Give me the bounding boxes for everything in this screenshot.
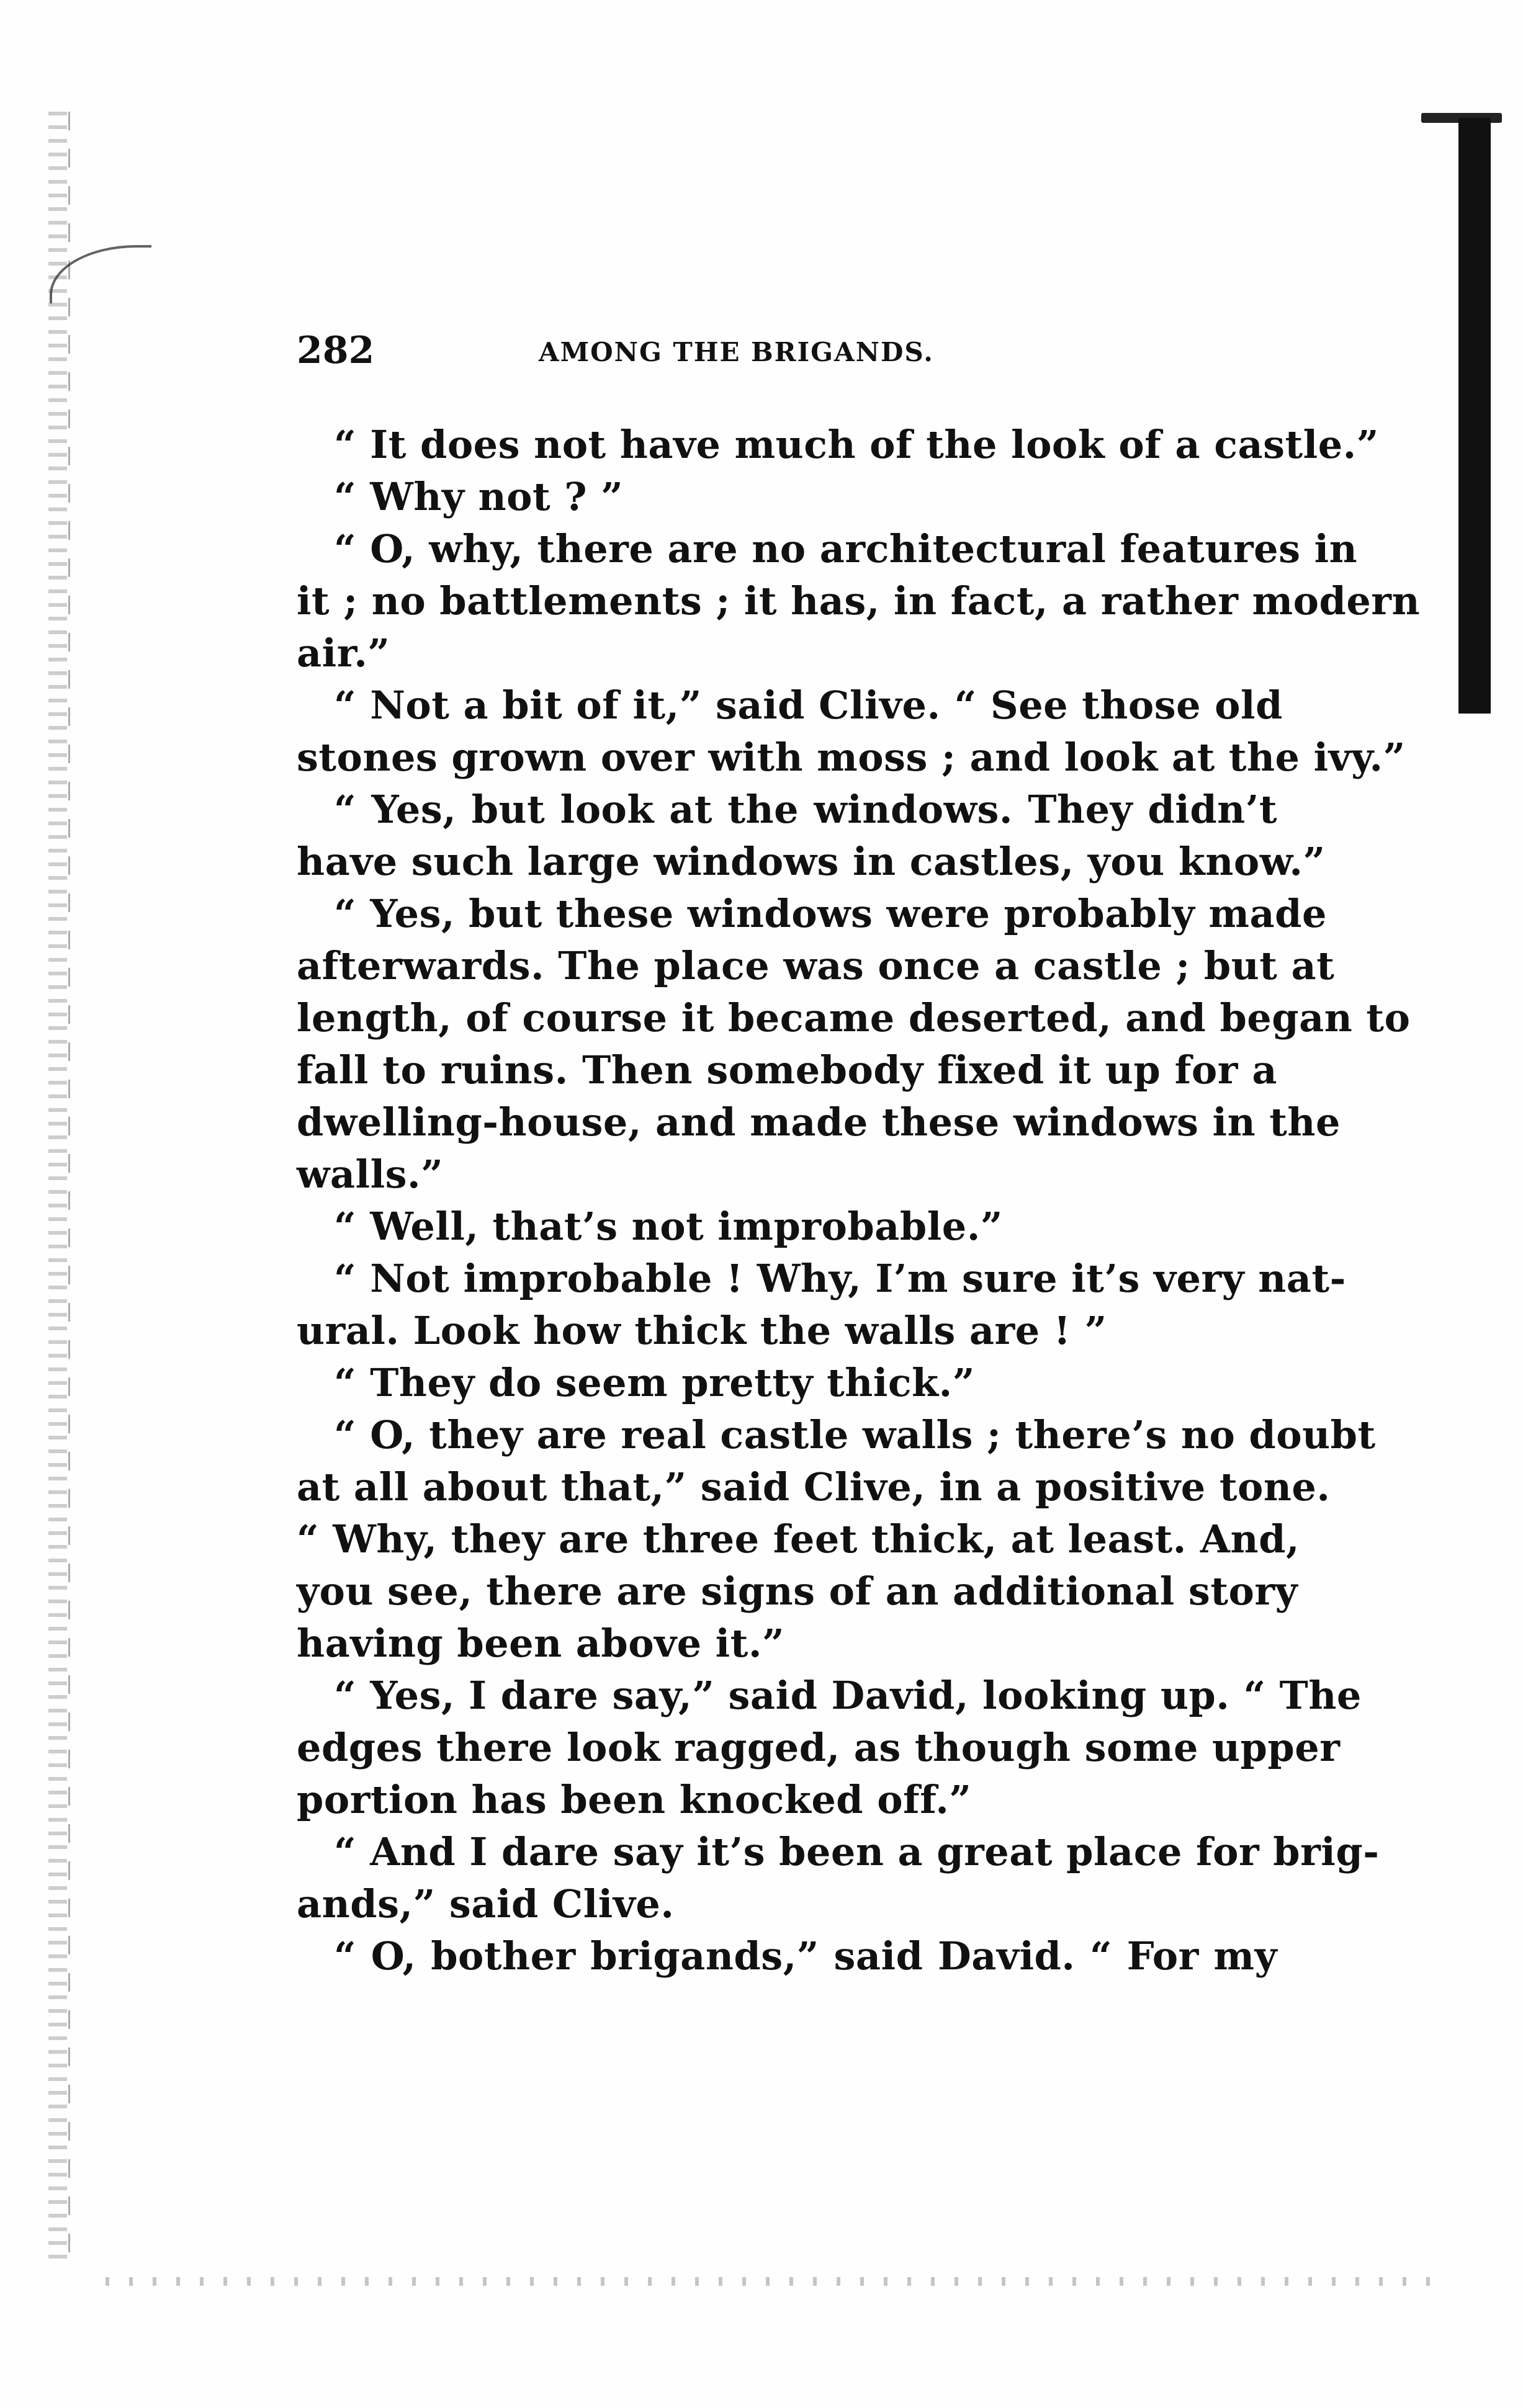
text-line: “ It does not have much of the look of a castle.” <box>334 422 1379 467</box>
scan-bottom-specks <box>106 2277 1440 2286</box>
text-line: at all about that,” said Clive, in a positive tone. <box>297 1464 1331 1510</box>
text-line: “ And I dare say it’s been a great place for brig- <box>334 1829 1380 1874</box>
text-line: portion has been knocked off.” <box>297 1777 972 1822</box>
text-line: “ Yes, but look at the windows. They didn’t <box>334 787 1277 832</box>
text-line: “ O, bother brigands,” said David. “ For my <box>334 1933 1277 1979</box>
text-line: “ O, why, there are no architectural features in <box>334 526 1358 571</box>
running-title: AMONG THE BRIGANDS. <box>539 337 934 367</box>
text-line: “ They do seem pretty thick.” <box>334 1360 975 1405</box>
scan-edge-bar <box>1458 118 1491 714</box>
text-line: length, of course it became deserted, and began to <box>297 995 1411 1041</box>
page-number: 282 <box>297 329 375 372</box>
text-line: having been above it.” <box>297 1621 785 1666</box>
running-head <box>297 323 1290 378</box>
binding-gutter-line <box>68 112 70 2265</box>
text-line: “ Yes, but these windows were probably made <box>334 891 1327 936</box>
text-line: ands,” said Clive. <box>297 1881 675 1927</box>
text-line: “ Yes, I dare say,” said David, looking up. “ The <box>334 1673 1362 1718</box>
text-line: “ Not improbable ! Why, I’m sure it’s very nat- <box>334 1256 1346 1301</box>
text-line: dwelling-house, and made these windows in the <box>297 1099 1341 1145</box>
text-line: have such large windows in castles, you know.” <box>297 839 1326 884</box>
text-line: “ O, they are real castle walls ; there’s no doubt <box>334 1412 1376 1457</box>
text-line: edges there look ragged, as though some upper <box>297 1725 1341 1770</box>
text-line: afterwards. The place was once a castle ; but at <box>297 943 1335 988</box>
text-line: “ Well, that’s not improbable.” <box>334 1204 1003 1249</box>
scanned-binding-edge <box>48 112 67 2265</box>
text-line: “ Not a bit of it,” said Clive. “ See those old <box>334 683 1283 728</box>
text-line: fall to ruins. Then somebody fixed it up for a <box>297 1047 1277 1093</box>
text-line: it ; no battlements ; it has, in fact, a rather modern <box>297 578 1421 624</box>
text-line: you see, there are signs of an additional story <box>297 1569 1298 1614</box>
text-line: walls.” <box>297 1152 444 1197</box>
body-text <box>297 419 1421 1982</box>
text-line: stones grown over with moss ; and look at the ivy.” <box>297 735 1406 780</box>
text-line: air.” <box>297 630 390 676</box>
text-line: ural. Look how thick the walls are ! ” <box>297 1308 1107 1353</box>
text-line: “ Why, they are three feet thick, at least. And, <box>297 1516 1300 1562</box>
text-line: “ Why not ? ” <box>334 474 624 519</box>
